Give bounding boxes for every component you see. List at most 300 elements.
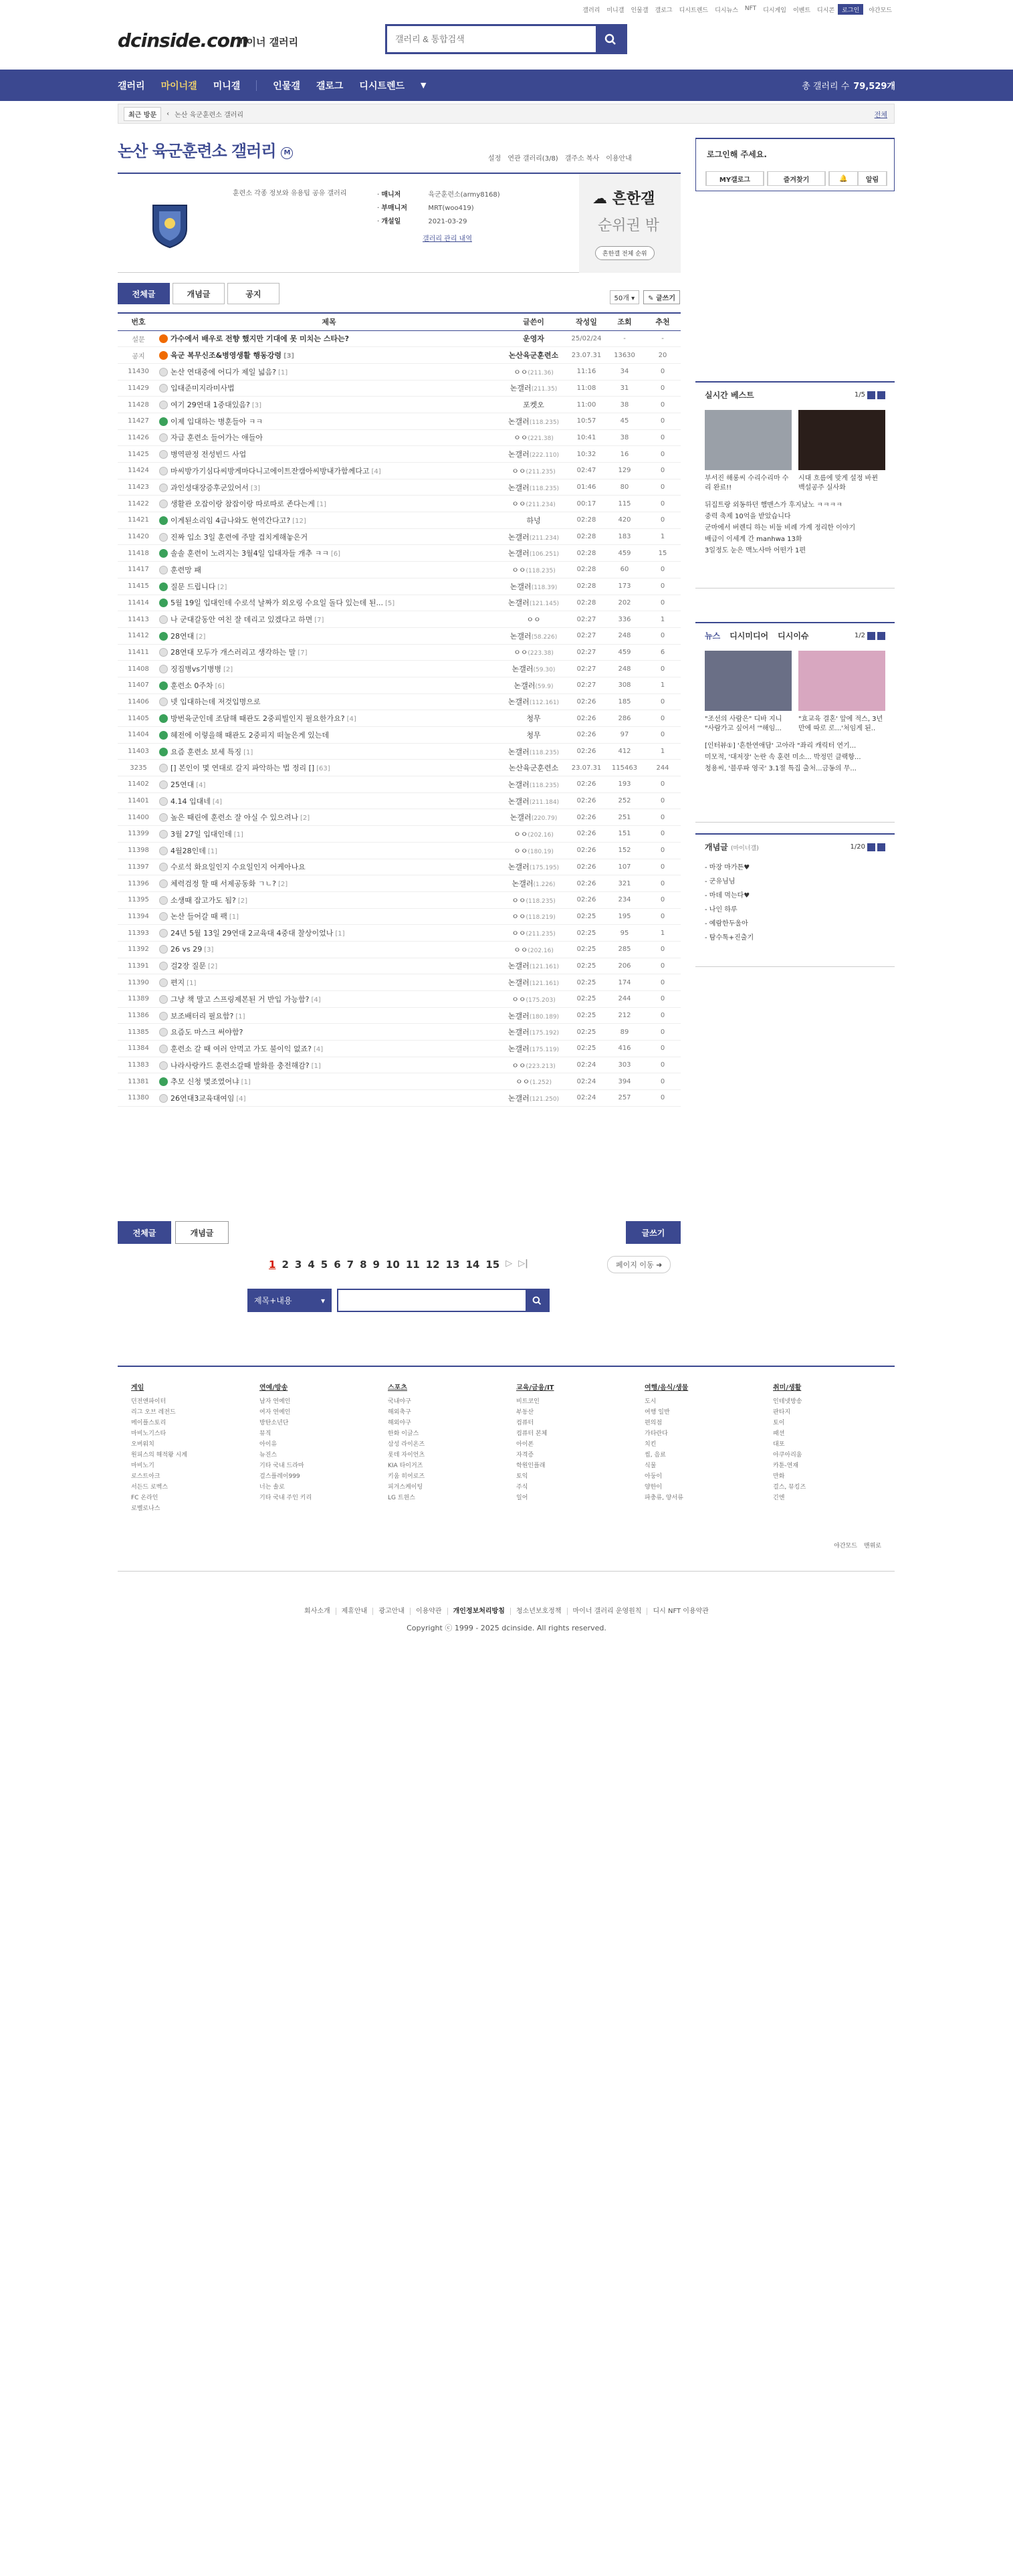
comment-count[interactable]: [1]	[187, 980, 197, 988]
gallery-title[interactable]: 논산 육군훈련소 갤러리 M	[118, 138, 293, 161]
post-title-cell[interactable]	[159, 1073, 499, 1090]
search-input[interactable]	[387, 26, 596, 52]
footer-link[interactable]: 아둥이	[645, 1473, 663, 1480]
table-row[interactable]	[118, 925, 681, 942]
post-writer[interactable]	[499, 512, 568, 529]
breadcrumb-current[interactable]: 논산 육군훈련소 갤러리	[175, 111, 244, 119]
footer-link[interactable]: 해외축구	[388, 1409, 411, 1416]
post-title[interactable]: 가수에서 배우로 전향 했지만 기대에 못 미치는 스타는?	[171, 334, 349, 344]
post-writer[interactable]	[499, 413, 568, 429]
side-list-item[interactable]: 3일정도 눈은 맥노사마 어떤가 1편	[705, 547, 806, 554]
comment-count[interactable]: [1]	[277, 368, 288, 377]
post-title-cell[interactable]	[159, 859, 499, 875]
writer-name[interactable]: ㅇㅇ	[514, 367, 528, 377]
tab-0[interactable]: 전체글	[118, 283, 170, 304]
post-writer[interactable]	[499, 627, 568, 644]
post-title-cell[interactable]	[159, 578, 499, 595]
prev-icon[interactable]	[867, 843, 875, 851]
page-link[interactable]: 12	[425, 1259, 440, 1271]
next-icon[interactable]	[877, 843, 885, 851]
post-title-cell[interactable]	[159, 875, 499, 892]
post-writer[interactable]	[499, 1024, 568, 1041]
post-writer[interactable]	[499, 941, 568, 958]
footer-link[interactable]: 학원인플래	[516, 1463, 546, 1469]
post-title-cell[interactable]	[159, 545, 499, 562]
footer-link[interactable]: 여행 일반	[645, 1409, 670, 1416]
post-writer[interactable]	[499, 1090, 568, 1107]
post-title[interactable]: 여기 29연대 1중대있음?	[171, 401, 250, 410]
footer-link[interactable]: 여자 연예인	[259, 1409, 291, 1416]
post-title-cell[interactable]	[159, 446, 499, 463]
post-title-cell[interactable]	[159, 562, 499, 578]
writer-name[interactable]: ㅇㅇ	[526, 615, 541, 625]
side-list-item[interactable]: 미모적, '대저장' 논란 속 훈련 미소... 박정민 클랙항...	[705, 754, 861, 761]
table-row[interactable]	[118, 397, 681, 413]
post-title[interactable]: 과인성대장증후군있어서	[171, 483, 249, 492]
login-btn-0[interactable]	[705, 171, 764, 186]
comment-count[interactable]: [2]	[237, 897, 248, 905]
list-count-select[interactable]: 50개 ▾	[610, 290, 640, 304]
comment-count[interactable]: [4]	[346, 716, 356, 724]
post-writer[interactable]	[499, 463, 568, 479]
footer-link[interactable]: 마비노기스타	[131, 1430, 166, 1437]
post-title-cell[interactable]	[159, 1057, 499, 1073]
footer-column-heading[interactable]: 연예/방송	[259, 1384, 288, 1392]
writer-name[interactable]: 논갤러	[508, 483, 530, 492]
footer-link[interactable]: 패션	[773, 1430, 785, 1437]
table-row[interactable]	[118, 578, 681, 595]
post-title-cell[interactable]	[159, 908, 499, 925]
table-row[interactable]	[118, 627, 681, 644]
footer-link[interactable]: 국내야구	[388, 1398, 411, 1405]
post-title[interactable]: 4.14 입대네	[171, 796, 211, 806]
post-writer[interactable]	[499, 743, 568, 760]
prev-icon[interactable]	[867, 391, 875, 399]
footer-link[interactable]: 롯데 자이언츠	[388, 1452, 425, 1459]
footer-link[interactable]: 도시	[645, 1398, 657, 1405]
footer-link[interactable]: 아이폰	[516, 1441, 534, 1448]
post-title[interactable]: 자급 훈련소 들어가는 애들아	[171, 433, 263, 443]
news-tab-1[interactable]: 디시미디어	[729, 631, 769, 641]
footer-link[interactable]: 토익	[516, 1473, 528, 1480]
post-title-cell[interactable]	[159, 958, 499, 974]
table-row[interactable]	[118, 1073, 681, 1090]
footer-link[interactable]: 걸스, 뮤킹즈	[773, 1484, 806, 1491]
post-writer[interactable]	[499, 446, 568, 463]
page-link[interactable]: 9	[372, 1259, 380, 1271]
table-row[interactable]	[118, 875, 681, 892]
table-row[interactable]	[118, 792, 681, 809]
post-writer[interactable]	[499, 429, 568, 446]
comment-count[interactable]: [2]	[217, 583, 227, 591]
page-link[interactable]: 11	[405, 1259, 420, 1271]
side-list-item[interactable]: [인터뷰①] '흔한연애담' 고아라 "좌리 캐릭터 연기...	[705, 742, 857, 750]
bottom-search-input[interactable]	[338, 1290, 526, 1311]
comment-count[interactable]: [2]	[300, 815, 310, 823]
table-row[interactable]	[118, 1007, 681, 1024]
footer-nav-link[interactable]: 청소년보호정책	[510, 1608, 567, 1615]
next-icon[interactable]	[877, 632, 885, 640]
util-link[interactable]: 디시트렌드	[679, 7, 709, 14]
comment-count[interactable]: [1]	[229, 914, 239, 922]
post-writer[interactable]	[499, 710, 568, 727]
table-row[interactable]	[118, 347, 681, 364]
table-row[interactable]	[118, 429, 681, 446]
writer-name[interactable]: 논갤러	[508, 780, 530, 789]
logo-subtitle[interactable]: 마이너 갤러리	[237, 36, 299, 48]
footer-link[interactable]: 기타 국내 주인 키리	[259, 1495, 312, 1501]
post-title-cell[interactable]	[159, 743, 499, 760]
comment-count[interactable]: [7]	[314, 617, 324, 625]
footer-link[interactable]: FC 온라인	[131, 1495, 158, 1501]
footer-link[interactable]: 파충류, 양서류	[645, 1495, 683, 1501]
writer-name[interactable]: 논갤러	[512, 665, 534, 674]
writer-name[interactable]: 논산육군훈련소	[508, 764, 559, 773]
post-title-cell[interactable]	[159, 496, 499, 512]
comment-count[interactable]: [1]	[335, 930, 345, 938]
comment-count[interactable]: [63]	[316, 765, 330, 773]
table-row[interactable]	[118, 743, 681, 760]
post-title[interactable]: 26연대3교육대여임	[171, 1093, 235, 1103]
footer-link[interactable]: 오버워치	[131, 1441, 154, 1448]
page-link[interactable]: 5	[320, 1259, 328, 1271]
writer-name[interactable]: 논갤러	[514, 681, 536, 690]
footer-link[interactable]: 키움 히어로즈	[388, 1473, 425, 1480]
table-row[interactable]	[118, 528, 681, 545]
write-button-top[interactable]: ✎ 글쓰기	[643, 290, 680, 304]
footer-link[interactable]: 만화	[773, 1473, 785, 1480]
comment-count[interactable]: [2]	[208, 963, 218, 971]
comment-count[interactable]: [1]	[316, 501, 327, 509]
util-link[interactable]: 디시콘	[817, 7, 835, 14]
footer-link[interactable]: 식물	[645, 1463, 657, 1469]
thumb-caption[interactable]: 부서진 해롱씨 수리수리마 수리 완료!!	[705, 475, 789, 492]
next-icon[interactable]	[877, 391, 885, 399]
table-row[interactable]	[118, 611, 681, 628]
footer-link[interactable]: 씹, 음료	[645, 1452, 666, 1459]
nav-item[interactable]: 디시트렌드	[359, 80, 405, 92]
comment-count[interactable]: [6]	[330, 550, 341, 558]
util-link[interactable]: 갤로그	[655, 7, 673, 14]
next-page-icon[interactable]: ▷	[505, 1259, 513, 1269]
gallery-manage-link[interactable]: 갤러리 관리 내역	[423, 235, 472, 243]
post-title[interactable]: 체력검정 할 때 서제공동화 ㄱㄴ?	[171, 879, 276, 889]
side-list-item[interactable]: - 마데 먹는다♥	[705, 892, 750, 899]
page-link[interactable]: 1	[269, 1259, 276, 1271]
bottom-all-button[interactable]: 전체글	[118, 1221, 171, 1244]
post-title[interactable]: 육군 복무신조&병영생활 행동강령	[171, 351, 282, 360]
post-writer[interactable]	[499, 693, 568, 710]
post-title[interactable]: 넷 입대하는데 저것입명으로	[171, 697, 261, 707]
page-link[interactable]: 14	[465, 1259, 480, 1271]
nav-item[interactable]: 인물갤	[273, 80, 300, 92]
post-writer[interactable]	[499, 562, 568, 578]
thumb-image[interactable]	[798, 651, 885, 711]
writer-name[interactable]: 논갤러	[508, 1044, 530, 1053]
post-writer[interactable]	[499, 760, 568, 776]
post-writer[interactable]	[499, 826, 568, 843]
nav-item[interactable]: 갤러리	[118, 80, 145, 92]
writer-name[interactable]: ㅇㅇ	[512, 1061, 526, 1070]
table-row[interactable]	[118, 908, 681, 925]
post-title[interactable]: 혜전에 이렇을해 때관도 2중피지 떠눌은게 있는데	[171, 730, 329, 740]
post-title[interactable]: 그냥 책 말고 스프링제본된 거 반입 가능함?	[171, 994, 310, 1004]
post-writer[interactable]	[499, 595, 568, 611]
table-row[interactable]	[118, 463, 681, 479]
footer-nav-link[interactable]: 디시 NFT 이용약관	[647, 1608, 713, 1615]
util-link[interactable]: 갤러리	[582, 7, 600, 14]
writer-name[interactable]: 청무	[526, 730, 541, 740]
post-writer[interactable]	[499, 479, 568, 496]
footer-link[interactable]: 너는 솔로	[259, 1484, 285, 1491]
footer-link[interactable]: 토이	[773, 1420, 785, 1426]
footer-link[interactable]: 기타 국내 드라마	[259, 1463, 304, 1469]
footer-link[interactable]: 방탄소년단	[259, 1420, 289, 1426]
post-writer[interactable]	[499, 677, 568, 693]
bottom-concept-button[interactable]: 개념글	[175, 1221, 229, 1244]
post-title-cell[interactable]	[159, 760, 499, 776]
comment-count[interactable]: [1]	[241, 1079, 251, 1087]
post-title[interactable]: 3월 27일 입대인데	[171, 829, 232, 839]
post-title-cell[interactable]	[159, 974, 499, 991]
post-writer[interactable]	[499, 578, 568, 595]
footer-link[interactable]: 양한이	[645, 1484, 663, 1491]
writer-name[interactable]: 논갤러	[508, 599, 530, 608]
post-writer[interactable]	[499, 545, 568, 562]
footer-link[interactable]: 자격증	[516, 1452, 534, 1459]
writer-name[interactable]: ㅇㅇ	[514, 648, 528, 657]
login-btn-2[interactable]	[828, 171, 887, 186]
post-title-cell[interactable]	[159, 776, 499, 793]
writer-name[interactable]: ㅇㅇ	[512, 500, 526, 509]
post-writer[interactable]	[499, 347, 568, 364]
chevron-down-icon[interactable]: ▼	[421, 81, 427, 90]
footer-link[interactable]: 아이유	[259, 1441, 277, 1448]
post-writer[interactable]	[499, 809, 568, 826]
footer-link[interactable]: 리그 오브 레전드	[131, 1409, 176, 1416]
post-title[interactable]: 이제 입대하는 병훈들아 ㅋㅋ	[171, 417, 263, 426]
post-writer[interactable]	[499, 974, 568, 991]
post-title-cell[interactable]	[159, 512, 499, 529]
post-title[interactable]: 생활관 오잡이랑 참잡이랑 따로따로 존다는게	[171, 500, 315, 509]
footer-link[interactable]: 해외야구	[388, 1420, 411, 1426]
table-row[interactable]	[118, 661, 681, 677]
gallery-link[interactable]: 연관 갤러리(3/8)	[508, 155, 558, 163]
post-writer[interactable]	[499, 875, 568, 892]
post-title[interactable]: 훈련망 패	[171, 565, 202, 574]
post-title-cell[interactable]	[159, 347, 499, 364]
footer-nav-link[interactable]: 마이너 갤러리 운영원칙	[567, 1608, 647, 1615]
footer-link[interactable]: 삼성 라이온즈	[388, 1441, 425, 1448]
post-title[interactable]: 높은 때린에 훈련소 잘 아실 수 있으려나	[171, 813, 298, 823]
comment-count[interactable]: [4]	[311, 996, 321, 1004]
comment-count[interactable]: [3]	[250, 484, 261, 492]
page-link[interactable]: 2	[282, 1259, 289, 1271]
post-writer[interactable]	[499, 1041, 568, 1057]
post-title[interactable]: 5월 19일 입대인데 수로석 날짜가 외오링 수요일 돌다 있는데 된...	[171, 599, 383, 608]
table-row[interactable]	[118, 512, 681, 529]
footer-link[interactable]: 던전앤파이터	[131, 1398, 166, 1405]
thumb-image[interactable]	[705, 651, 792, 711]
footer-column-heading[interactable]: 스포츠	[388, 1384, 407, 1392]
post-title[interactable]: 훈련소 0주차	[171, 681, 213, 690]
thumb-item[interactable]	[798, 651, 885, 734]
post-writer[interactable]	[499, 330, 568, 347]
post-title[interactable]: 나 군대갈동안 여친 잘 데리고 있겠다고 하면	[171, 615, 313, 625]
util-link[interactable]: 로그인	[838, 4, 863, 15]
writer-name[interactable]: ㅇㅇ	[514, 433, 528, 443]
post-writer[interactable]	[499, 1007, 568, 1024]
post-title[interactable]: 방번육군인데 조담해 때관도 2중피빌인지 필요한가요?	[171, 714, 345, 724]
post-title-cell[interactable]	[159, 330, 499, 347]
side-list-item[interactable]: 뒤집트랑 외동하던 햄맨스가 후지났노 ㅋㅋㅋㅋ	[705, 502, 842, 509]
util-link[interactable]: 이벤트	[792, 7, 811, 14]
footer-link[interactable]: 뉴진스	[259, 1452, 277, 1459]
footer-link[interactable]: 대포	[773, 1441, 785, 1448]
writer-name[interactable]: 논갤러	[508, 1011, 530, 1021]
post-title[interactable]: 질문 드립니다	[171, 582, 216, 591]
writer-name[interactable]: 논갤러	[508, 450, 530, 459]
footer-link[interactable]: 메이플스토리	[131, 1420, 166, 1426]
footer-nav-link[interactable]: 광고안내	[372, 1608, 410, 1615]
post-title-cell[interactable]	[159, 611, 499, 628]
page-link[interactable]: 15	[485, 1259, 500, 1271]
footer-link[interactable]: 마비노기	[131, 1463, 154, 1469]
search-button[interactable]	[596, 26, 625, 52]
post-writer[interactable]	[499, 776, 568, 793]
page-link[interactable]: 8	[360, 1259, 367, 1271]
page-link[interactable]: 4	[308, 1259, 315, 1271]
footer-link[interactable]: 컴퓨터 본체	[516, 1430, 548, 1437]
post-title[interactable]: 25연대	[171, 780, 195, 789]
writer-name[interactable]: ㅇㅇ	[515, 1077, 530, 1087]
thumb-caption[interactable]: "효교육 결혼' 앞에 적스, 3년 만에 따로 로...'처임게 된..	[798, 716, 883, 732]
thumb-image[interactable]	[705, 410, 792, 470]
writer-name[interactable]: 논갤러	[510, 813, 532, 823]
table-row[interactable]	[118, 958, 681, 974]
util-link[interactable]: 야간모드	[869, 7, 892, 14]
footer-link[interactable]: 긴엔	[773, 1495, 785, 1501]
writer-name[interactable]: 논갤러	[508, 1028, 530, 1037]
thumb-image[interactable]	[798, 410, 885, 470]
util-link[interactable]: NFT	[744, 5, 757, 12]
comment-count[interactable]: [4]	[371, 467, 381, 475]
post-title-cell[interactable]	[159, 826, 499, 843]
post-title[interactable]: 28연대 모두가 개스러리고 생각하는 말	[171, 648, 296, 657]
post-title-cell[interactable]	[159, 1041, 499, 1057]
page-move-button[interactable]: 페이지 이동 ➜	[607, 1256, 671, 1273]
footer-link[interactable]: 로벨로나스	[131, 1505, 160, 1512]
post-writer[interactable]	[499, 397, 568, 413]
chevron-left-icon[interactable]: ‹	[166, 110, 170, 118]
comment-count[interactable]: [2]	[277, 881, 288, 889]
post-title-cell[interactable]	[159, 627, 499, 644]
post-writer[interactable]	[499, 1073, 568, 1090]
writer-name[interactable]: ㅇㅇ	[512, 565, 526, 574]
writer-name[interactable]: 논갤러	[508, 549, 530, 558]
util-link[interactable]: 미니갤	[606, 7, 625, 14]
post-title-cell[interactable]	[159, 1007, 499, 1024]
post-title-cell[interactable]	[159, 991, 499, 1008]
post-writer[interactable]	[499, 727, 568, 744]
prev-icon[interactable]	[867, 632, 875, 640]
gallery-link[interactable]: 설정	[488, 155, 501, 163]
footer-link[interactable]: 컴퓨터	[516, 1420, 534, 1426]
nav-item[interactable]: 마이너갤	[160, 80, 197, 92]
footer-column-heading[interactable]: 게임	[131, 1384, 144, 1392]
table-row[interactable]	[118, 562, 681, 578]
table-row[interactable]	[118, 991, 681, 1008]
post-writer[interactable]	[499, 958, 568, 974]
post-title[interactable]: 논산 연대중에 어디가 제일 넓음?	[171, 367, 276, 377]
table-row[interactable]	[118, 644, 681, 661]
news-tab-0[interactable]: 뉴스	[705, 631, 721, 641]
comment-count[interactable]: [1]	[311, 1062, 321, 1070]
writer-name[interactable]: 논갤러	[510, 582, 532, 591]
post-title[interactable]: 논산 들어갈 때 팩	[171, 912, 227, 922]
post-title[interactable]: 솔솔 훈련이 노려지는 3월4일 입대자들 개추 ㅋㅋ	[171, 549, 329, 558]
table-row[interactable]	[118, 727, 681, 744]
footer-link[interactable]: 뮤직	[259, 1430, 271, 1437]
footer-nav-link[interactable]: 제휴안내	[336, 1608, 373, 1615]
post-title[interactable]: 요즘도 마스크 써야함?	[171, 1028, 243, 1037]
footer-link[interactable]: 피겨스케이팅	[388, 1484, 423, 1491]
side-list-item[interactable]: 배급이 이세계 간 manhwa 13화	[705, 536, 802, 543]
post-title[interactable]: [] 본인이 몇 연대로 갈지 파악하는 법 정리 []	[171, 764, 315, 773]
table-row[interactable]	[118, 595, 681, 611]
post-title[interactable]: 요즘 훈련소 보세 특징	[171, 747, 242, 756]
rank-all-button[interactable]: 흔한갤 전체 순위	[595, 246, 655, 260]
table-row[interactable]	[118, 413, 681, 429]
table-row[interactable]	[118, 693, 681, 710]
comment-count[interactable]: [3]	[284, 352, 295, 360]
comment-count[interactable]: [4]	[236, 1095, 246, 1103]
writer-name[interactable]: 하넝	[526, 516, 541, 525]
footer-link[interactable]: 부동산	[516, 1409, 534, 1416]
table-row[interactable]	[118, 974, 681, 991]
comment-count[interactable]: [1]	[207, 847, 218, 855]
comment-count[interactable]: [2]	[223, 666, 233, 674]
post-title-cell[interactable]	[159, 710, 499, 727]
post-title[interactable]: 28연대	[171, 631, 195, 641]
post-title-cell[interactable]	[159, 413, 499, 429]
post-title[interactable]: 마씨방가기심다씨방게마다니고에이트잔캠아씨방내가함께다고	[171, 466, 370, 475]
footer-link[interactable]: 원피스의 해적왕 시계	[131, 1452, 187, 1459]
table-row[interactable]	[118, 891, 681, 908]
writer-name[interactable]: 논갤러	[508, 962, 530, 971]
writer-name[interactable]: ㅇㅇ	[512, 929, 526, 938]
recent-visit-button[interactable]: 최근 방문	[124, 107, 161, 121]
comment-count[interactable]: [6]	[215, 682, 225, 690]
footer-link[interactable]: 가타란다	[645, 1430, 668, 1437]
post-title[interactable]: 진짜 입소 3일 훈련에 주말 겹치게해놓은거	[171, 532, 308, 542]
post-title-cell[interactable]	[159, 727, 499, 744]
post-writer[interactable]	[499, 891, 568, 908]
writer-name[interactable]: ㅇㅇ	[512, 994, 526, 1004]
table-row[interactable]	[118, 859, 681, 875]
table-row[interactable]	[118, 496, 681, 512]
post-title-cell[interactable]	[159, 677, 499, 693]
footer-link[interactable]: 한화 이글스	[388, 1430, 419, 1437]
post-title[interactable]: 훈련소 갈 때 여러 안먹고 가도 불이익 없죠?	[171, 1044, 312, 1053]
writer-name[interactable]: ㅇㅇ	[514, 846, 528, 855]
tab-2[interactable]: 공지	[227, 283, 279, 304]
post-title[interactable]: 걸2장 질문	[171, 962, 206, 971]
writer-name[interactable]: 논갤러	[510, 384, 532, 393]
comment-count[interactable]: [4]	[196, 781, 206, 789]
footer-column-heading[interactable]: 여행/음식/생물	[645, 1384, 689, 1392]
footer-link[interactable]: 판타지	[773, 1409, 791, 1416]
